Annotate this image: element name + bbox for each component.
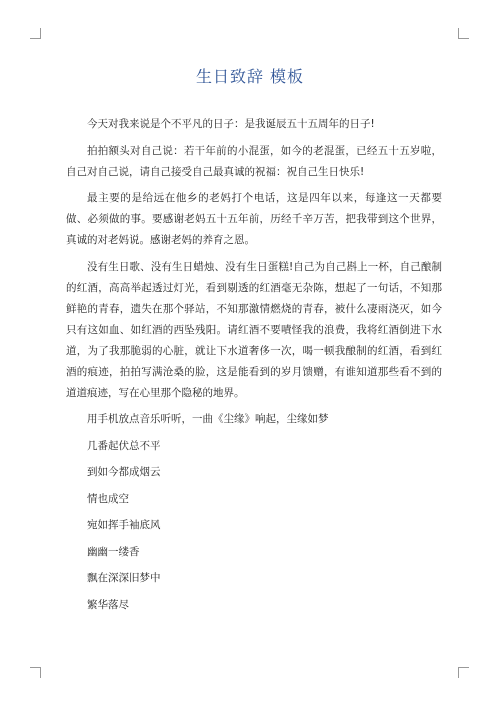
crop-mark-bottom-left [30,667,41,678]
lyric-line: 幽幽一缕香 [87,545,140,558]
document-body [66,114,442,621]
crop-mark-top-left [30,28,41,39]
crop-mark-top-right [458,28,469,39]
paragraph: 今天对我来说是个不平凡的日子：是我诞辰五十五周年的日子! [87,118,375,130]
lyric-line: 繁华落尽 [87,598,129,611]
lyric-line: 几番起伏总不平 [87,439,161,452]
lyric-line: 情也成空 [87,492,129,505]
crop-mark-bottom-right [458,667,469,678]
document-title: 生日致辞 模板 [195,67,305,86]
paragraph: 拍拍额头对自己说：若干年前的小混蛋，如今的老混蛋，已经五十五岁啦，自己对自己说，请自己接受自己最真诚的祝福：祝自己生日快乐! [66,144,442,178]
lyric-line: 到如今都成烟云 [87,466,161,478]
lyric-line: 飘在深深旧梦中 [87,572,161,584]
paragraph: 最主要的是给远在他乡的老妈打个电话，这是四年以来，每逢这一天都要做、必须做的事。要感谢老妈五十五年前，历经千辛万苦，把我带到这个世界，真诚的对老妈说。感谢老妈的养育之恩。 [66,192,442,246]
lyric-line: 宛如挥手袖底风 [87,519,161,531]
paragraph: 用手机放点音乐听听，一曲《尘缘》响起，尘缘如梦 [87,413,329,425]
paragraph: 没有生日歌、没有生日蜡烛、没有生日蛋糕!自己为自己斟上一杯，自己酿制的红酒，高高举起透过灯光，看到剔透的红酒毫无杂陈，想起了一句话，不知那鲜艳的青春，遗失在那个驿站，不知那激情燃烧的青春，被什么凄雨浇灭，如今只有这如血、如红酒的西坠残阳。请红酒不要嘖怪我的浪费，我将红酒倒进下水道，为了我那脆弱的心脏，就让下水道奢侈一次，喝一顿我酿制的红酒，看到红酒的痕迹，拍拍写满沧桑的脸，这是能看到的岁月馈赠，有谁知道那些看不到的道道痕迹，写在心里那个隐秘的地界。 [66,260,442,399]
